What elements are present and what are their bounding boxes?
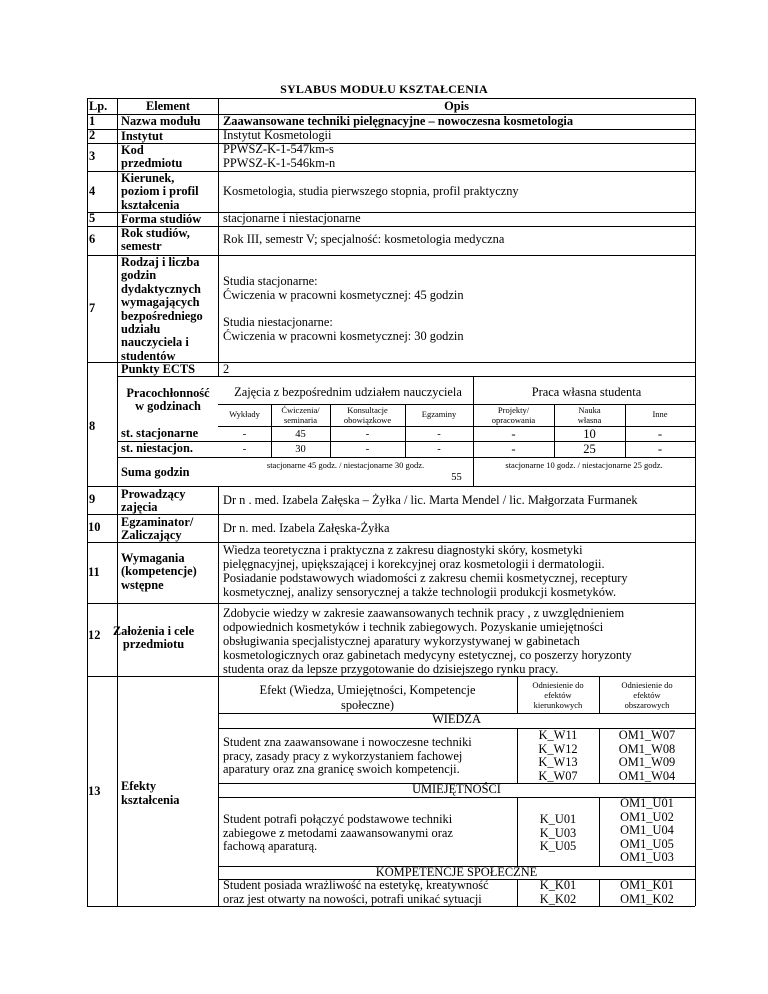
row-description: Studia niestacjonarne: [223,315,333,329]
row-element: Nazwa modułu [121,114,201,128]
effects-section-label: UMIEJĘTNOŚCI [412,782,501,796]
row-number: 7 [89,301,96,315]
effect-description: fachową aparaturą. [223,839,318,854]
row-element: Efekty [121,779,157,793]
row-description: studenta oraz da lepsze przygotowanie do dzisiejszego rynku pracy. [223,662,559,676]
row-element: Instytut [121,129,163,143]
row-border [87,676,695,677]
row-description: Ćwiczenia w pracowni kosmetycznej: 45 godzin [223,288,464,302]
effect-description: Student potrafi połączyć podstawowe techniki [223,812,453,826]
hours-column-header: Egzaminy [421,409,457,419]
row-description: Dr n. med. Izabela Załęska-Żyłka [223,521,390,535]
total-hours: 55 [451,472,462,483]
row-number: 8 [89,419,96,433]
row-element: Założenia i cele [112,624,195,638]
area-effect-code: OM1_U03 [620,850,674,865]
hours-column-header: obowiązkowe [343,415,392,425]
row-element: godzin [121,268,157,283]
row-description: Zdobycie wiedzy w zakresie zaawansowanych technik pracy , z uwzględnieniem [223,606,625,620]
effects-section-label: WIEDZA [432,712,481,726]
row-number: 2 [89,128,96,142]
contact-hours-sum: stacjonarne 45 godz. / niestacjonarne 30 godz. [266,460,425,470]
row-description: Rok III, semestr V; specjalność: kosmetologia medyczna [223,232,505,246]
effect-description: Student zna zaawansowane i nowoczesne techniki [223,735,472,749]
area-effect-code: OM1_U02 [620,809,674,824]
row-element: wstępne [121,577,164,592]
lp-column-border [117,98,118,906]
table-bottom-border [87,906,695,907]
hours-column-header: Ćwiczenia/ [281,405,320,415]
hours-column-header: Konsultacje [347,405,388,415]
area-effect-code: OM1_W07 [618,728,676,742]
part-time-hours: - [365,444,370,455]
workload-label: w godzinach [135,399,201,414]
program-effect-code: K_K02 [539,891,577,906]
row-element: poziom i profil [121,184,199,199]
part-time-hours: - [242,444,247,455]
full-time-hours: - [657,427,663,441]
ects-value: 2 [223,362,230,376]
part-time-hours: - [437,444,441,455]
full-time-hours: - [242,429,247,440]
row-element: udziału [121,322,161,336]
row-element: Rodzaj i liczba [121,255,200,269]
sum-label: Suma godzin [121,465,190,479]
row-description: stacjonarne i niestacjonarne [223,211,361,225]
area-effect-code: OM1_W04 [618,768,676,783]
header-element: Element [145,99,191,113]
hours-column-header: własna [577,415,602,425]
row-element: Zaliczający [121,528,182,543]
row-number: 6 [89,232,96,246]
full-time-hours: - [437,429,441,440]
row-number: 9 [89,492,96,506]
row-element: bezpośredniego [121,308,203,323]
row-element: studentów [121,348,176,363]
syllabus-table [87,98,695,906]
row-element: Rok studiów, [121,226,190,240]
effect-description: zabiegowe z metodami zaawansowanymi oraz [223,825,453,840]
program-ref-header: Odniesienie do [532,680,584,690]
row-element: (kompetencje) [121,564,197,579]
row-element: Wymagania [121,551,185,565]
row-description: Studia stacjonarne: [223,274,318,288]
row-number: 10 [88,520,101,534]
workload-label: Pracochłonność [126,386,210,400]
effect-description: aparatury oraz zna granicę swoich kompetencji. [223,762,460,777]
row-description: Zaawansowane techniki pielęgnacyjne – nowoczesna kosmetologia [223,114,574,128]
part-time-hours: - [511,442,516,456]
row-element: Prowadzący [121,487,186,501]
column-border [599,797,600,866]
row-element: semestr [121,239,162,254]
effect-description: pracy, zasady pracy z wykorzystaniem fachowej [223,748,463,763]
full-time-hours: 10 [583,427,596,441]
row-element: nauczyciela i [121,335,189,350]
program-effect-code: K_W07 [538,768,578,783]
effects-header: Efekt (Wiedza, Umiejętności, Kompetencje [259,683,476,697]
row-description: Instytut Kosmetologii [223,128,332,142]
column-border [599,879,600,906]
header-lp: Lp. [89,99,108,113]
contact-group-header: Zajęcia z bezpośrednim udziałem nauczyciela [234,385,462,399]
area-ref-header: efektów [633,690,661,700]
program-effect-code: K_W13 [538,755,578,770]
self-study-group-header: Praca własna studenta [531,385,642,399]
row-border [117,441,218,442]
row-number: 1 [89,114,96,128]
ects-label: Punkty ECTS [121,362,196,376]
program-effect-code: K_U05 [539,839,577,854]
area-effect-code: OM1_U04 [620,823,674,838]
area-ref-header: Odniesienie do [621,680,673,690]
row-border [87,171,695,172]
row-description: Dr n . med. Izabela Załęska – Żyłka / lic. Marta Mendel / lic. Małgorzata Furmanek [223,493,638,507]
part-time-hours: 30 [295,444,306,455]
row-number: 3 [89,149,96,163]
area-effect-code: OM1_U01 [620,796,674,810]
column-border [599,728,600,783]
row-border [117,457,218,458]
full-time-label: st. stacjonarne [121,426,199,440]
row-description: Ćwiczenia w pracowni kosmetycznej: 30 godzin [223,329,464,343]
full-time-hours: - [365,429,370,440]
area-ref-header: obszarowych [624,700,670,710]
program-effect-code: K_K01 [539,878,577,892]
row-border [87,603,695,604]
row-element: dydaktycznych [121,281,201,296]
column-border [517,797,518,866]
hours-column-header: opracowania [491,415,536,425]
row-description: Posiadanie podstawowych wiadomości z zakresu chemii kosmetycznej, receptury [223,571,628,585]
row-description: PPWSZ-K-1-546km-n [223,156,336,170]
row-description: Kosmetologia, studia pierwszego stopnia, profil praktyczny [223,184,519,198]
row-element: kształcenia [121,793,180,807]
document-title: SYLABUS MODUŁU KSZTAŁCENIA [280,82,488,96]
program-ref-header: kierunkowych [533,700,583,710]
row-description: Wiedza teoretyczna i praktyczna z zakresu diagnostyki skóry, kosmetyki [223,543,583,557]
effects-section-label: KOMPETENCJE SPOŁECZNE [375,865,538,879]
part-time-label: st. niestacjon. [121,441,193,455]
header-opis: Opis [444,99,469,113]
part-time-hours: 25 [583,442,596,456]
full-time-hours: - [511,427,516,441]
row-element: Kierunek, [121,171,175,185]
row-number: 13 [88,784,101,798]
part-time-hours: - [657,442,663,456]
area-effect-code: OM1_W08 [618,741,676,756]
hours-column-header: Wykłady [229,409,260,419]
hours-column-header: seminaria [283,415,318,425]
row-element: Kod [121,143,144,157]
program-effect-code: K_U01 [539,812,577,826]
column-border [517,728,518,783]
row-element: Forma studiów [121,212,202,226]
element-column-border [218,98,219,376]
program-effect-code: K_U03 [539,825,577,840]
row-description: PPWSZ-K-1-547km-s [223,142,334,156]
row-border [218,457,695,458]
full-time-hours: 45 [295,429,306,440]
self-study-hours-sum: stacjonarne 10 godz. / niestacjonarne 25 godz. [505,460,663,470]
column-border [517,879,518,906]
row-number: 4 [89,184,96,198]
program-ref-header: efektów [544,690,572,700]
row-border [87,129,695,130]
row-description: kosmetycznej, analizy sensorycznej a także technologii produkcji kosmetyków. [223,585,617,599]
row-description: odpowiednich kosmetyków i technik zabiegowych. Pozyskanie umiejętności [223,620,604,634]
row-element: wymagających [121,295,200,310]
row-description: pielęgnacyjnej, upiększającej i korekcyjnej oraz kosmetologii i dermatologii. [223,557,605,571]
program-effect-code: K_W12 [538,741,578,756]
effect-description: Student posiada wrażliwość na estetykę, kreatywność [223,878,489,892]
row-element: zajęcia [121,500,158,515]
row-border [87,143,695,144]
hours-column-header: Inne [652,409,668,419]
row-description: obsługiwania specjalistycznej aparatury wykorzystywanej w gabinetach [223,634,580,648]
program-effect-code: K_W11 [538,728,578,742]
row-number: 12 [88,628,101,642]
row-element: kształcenia [121,197,180,212]
area-effect-code: OM1_K02 [620,891,674,906]
row-element: przedmiotu [121,156,183,171]
row-element: Egzaminator/ [121,515,194,529]
effect-description: oraz jest otwarty na nowości, potrafi unikać sytuacji [223,891,482,906]
area-effect-code: OM1_W09 [618,755,676,770]
row-number: 5 [89,211,96,225]
row-description: kosmetologicznych oraz gabinetach medycyny estetycznej, co poszerzy horyzonty [223,648,632,662]
area-effect-code: OM1_U05 [620,836,674,851]
row-element: przedmiotu [122,637,185,652]
row-number: 11 [88,565,100,579]
hours-column-header: Projekty/ [497,405,530,415]
area-effect-code: OM1_K01 [620,878,674,892]
hours-column-header: Nauka [578,405,601,415]
row-border [117,376,695,377]
table-right-border [695,98,696,906]
effects-header: społeczne) [341,698,394,712]
